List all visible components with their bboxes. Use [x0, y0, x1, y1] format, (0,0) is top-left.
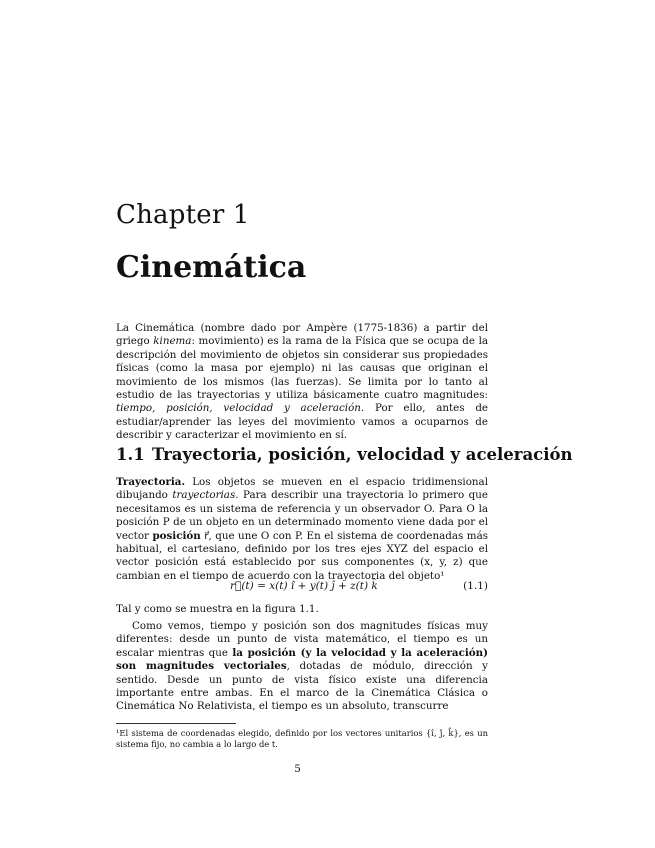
- trajectory-paragraph: Trayectoria. Los objetos se mueven en el espacio tridimensional dibujando trayectorias. Para describir una trayectoria lo primero que necesitamos es un sistema de referencia y un observador O. Para O la posición P de un objeto en un determinado momento viene dada por el vector posición r⃗, que une O con P. En el sistema de coordenadas más habitual, el cartesiano, definido por los tres ejes XYZ del espacio el vector posición está establecido por sus componentes (x, y, z) que cambian en el tiempo de acuerdo con la trayectoria del objeto¹: [116, 476, 488, 582]
- page-number: 5: [294, 764, 301, 775]
- paragraph-lead: Trayectoria.: [116, 476, 186, 488]
- term-posicion: posición: [152, 529, 201, 542]
- section-title: Trayectoria, posición, velocidad y aceleración: [152, 445, 573, 464]
- footnote: ¹El sistema de coordenadas elegido, definido por los vectores unitarios {î, ĵ, k̂}, es un sistema fijo, no cambia a lo largo de t.: [116, 728, 488, 749]
- vector-magnitudes-statement: la posición (y la velocidad y la aceleración) son magnitudes vectoriales: [116, 646, 488, 673]
- chapter-label: Chapter 1: [116, 200, 250, 230]
- term-trayectorias: trayectorias: [172, 489, 236, 502]
- chapter-title: Cinemática: [116, 250, 307, 285]
- equation-label: (1.1): [463, 580, 488, 592]
- section-heading: [116, 445, 572, 464]
- equation-formula: r⃗(t) = x(t) î + y(t) ĵ + z(t) k̂: [230, 580, 378, 592]
- magnitudes-list: tiempo, posición, velocidad y aceleración: [116, 402, 361, 415]
- intro-paragraph: La Cinemática (nombre dado por Ampère (1775-1836) a partir del griego kinema: movimiento) es la rama de la Física que se ocupa de la descripción del movimiento de objetos sin considerar sus propiedades físicas (como la masa por ejemplo) ni las causas que originan el movimiento de los mismos (las fuerzas). Se limita por lo tanto al estudio de las trayectorias y utiliza básicamente cuatro magnitudes: tiempo, posición, velocidad y aceleración. Por ello, antes de estudiar/aprender las leyes del movimiento vamos a ocuparnos de describir y caracterizar el movimiento en sí.: [116, 322, 489, 442]
- section-number: 1.1: [116, 445, 145, 464]
- time-position-paragraph: Como vemos, tiempo y posición son dos magnitudes físicas muy diferentes: desde un punto de vista matemático, el tiempo es un escalar mientras que la posición (y la velocidad y la aceleración) son magnitudes vectoriales, dotadas de módulo, dirección y sentido. Desde un punto de vista físico existe una diferencia importante entre ambas. En el marco de la Cinemática Clásica o Cinemática No Relativista, el tiempo es un absoluto, transcurre: [116, 620, 488, 713]
- footnote-rule: [116, 723, 236, 724]
- greek-word: kinema: [153, 335, 192, 348]
- figure-reference-paragraph: Tal y como se muestra en la figura 1.1.: [116, 603, 319, 615]
